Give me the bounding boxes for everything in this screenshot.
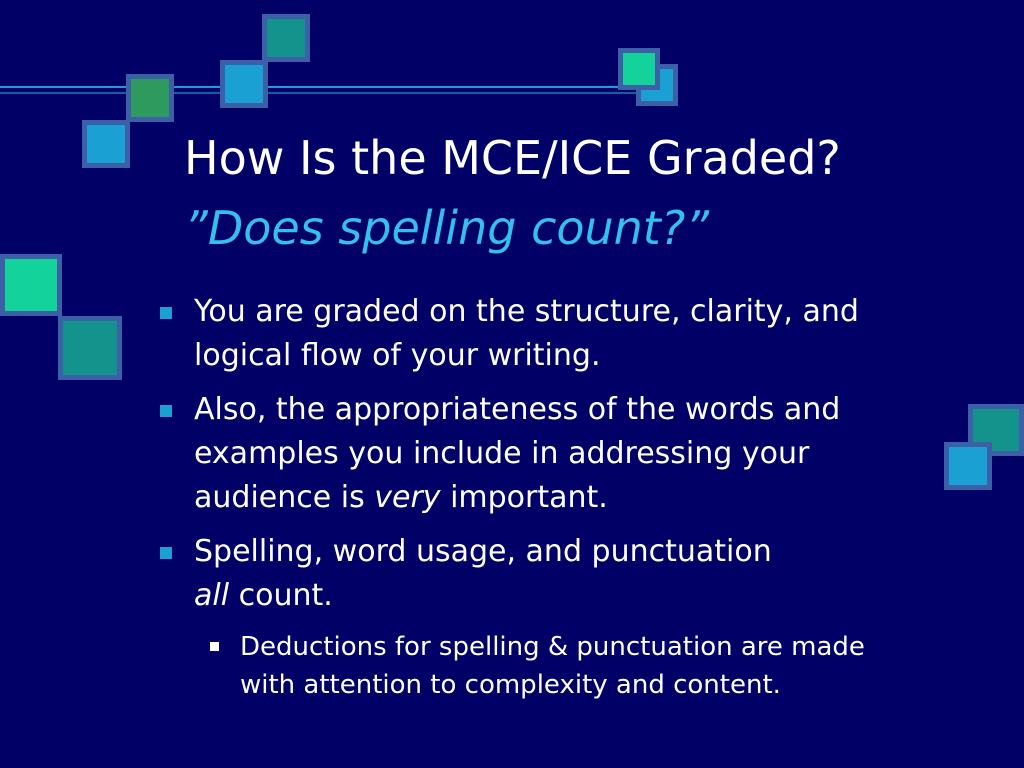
bullet-item (160, 530, 920, 618)
bullet-square-icon (160, 547, 172, 559)
decorative-square (618, 48, 660, 90)
decorative-square (82, 120, 130, 168)
decorative-square (58, 316, 122, 380)
decorative-square (0, 254, 62, 316)
decorative-square (944, 442, 992, 490)
decorative-line-mid (0, 92, 640, 94)
bullet-item (160, 290, 920, 378)
decorative-line-top (0, 86, 640, 88)
bullet-text-before: Spelling, word usage, and punctuation (194, 534, 772, 569)
bullet-text-after: important. (440, 480, 608, 515)
slide-subtitle: ”Does spelling count?” (184, 201, 710, 255)
bullet-square-icon (160, 307, 172, 319)
decorative-square (126, 74, 174, 122)
sub-bullet-text: Deductions for spelling & punctuation are made with attention to complexity and content. (240, 632, 865, 700)
sub-bullet-square-icon (210, 642, 219, 651)
bullet-item (160, 388, 920, 520)
bullet-list (160, 290, 920, 704)
decorative-square (262, 14, 310, 62)
decorative-square (220, 60, 268, 108)
bullet-text: You are graded on the structure, clarity, and logical flow of your writing. (194, 294, 859, 373)
bullet-text-before: Also, the appropriateness of the words and examples you include in addressing your audience is (194, 392, 841, 515)
bullet-text-after: count. (229, 578, 333, 613)
sub-bullet-item (160, 628, 920, 704)
bullet-square-icon (160, 405, 172, 417)
slide-title: How Is the MCE/ICE Graded? (184, 131, 841, 185)
bullet-emphasis: very (374, 480, 441, 515)
bullet-emphasis: all (194, 578, 230, 613)
